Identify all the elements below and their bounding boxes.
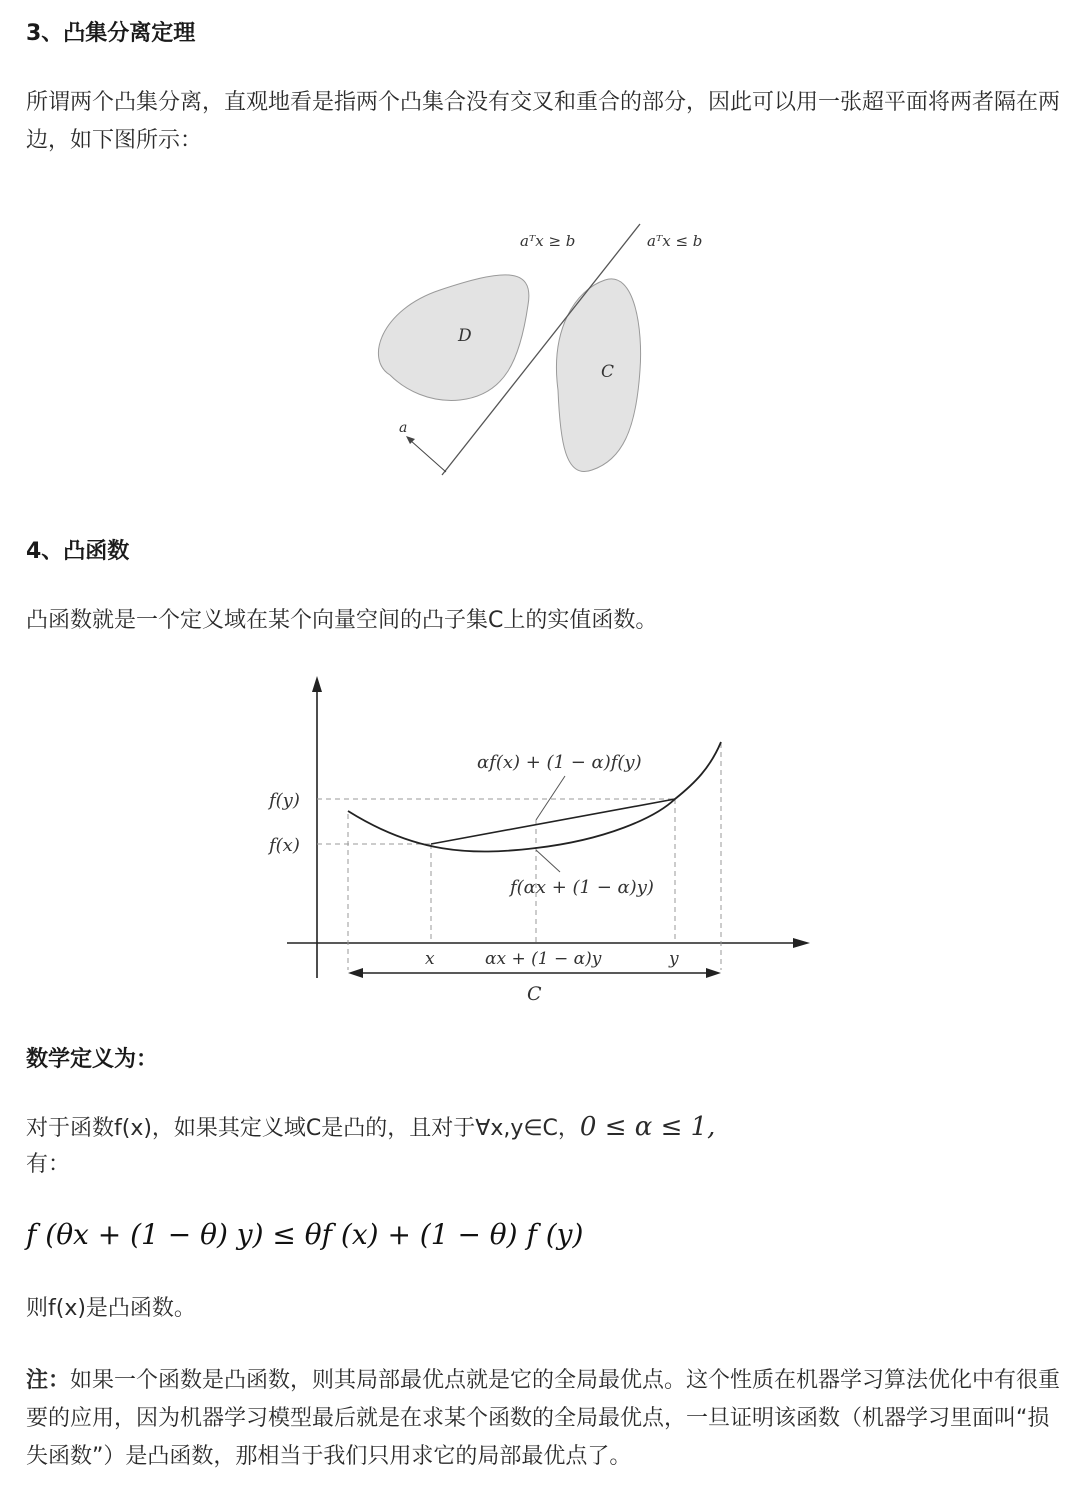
note-label: 注： (26, 1368, 71, 1393)
definition-conclusion: 则f(x)是凸函数。 (26, 1296, 196, 1321)
label-set-c: C (601, 362, 615, 382)
domain-arrow-left (348, 968, 363, 978)
tick-label-x: x (425, 949, 435, 969)
normal-vector-a (410, 440, 446, 472)
section-3-heading: 3、凸集分离定理 (26, 21, 196, 46)
chord-label-leader (536, 776, 565, 820)
x-axis-arrowhead (793, 938, 810, 948)
tick-label-y: y (669, 949, 679, 969)
alpha-range-math: 0 ≤ α ≤ 1, (579, 1112, 716, 1142)
set-c-shape (556, 279, 640, 472)
label-fy: f(y) (269, 790, 300, 811)
label-chord: αf(x) + (1 − α)f(y) (477, 752, 642, 773)
label-halfspace-left: aᵀx ≥ b (520, 232, 576, 250)
label-domain-c: C (527, 983, 542, 1005)
note-text: 如果一个函数是凸函数，则其局部最优点就是它的全局最优点。这个性质在机器学习算法优化中有很重要的应用，因为机器学习模型最后就是在求某个函数的全局最优点，一旦证明该函数（机器学习里面叫“损失函数”）是凸函数，那相当于我们只用求它的局部最优点了。 (26, 1368, 1061, 1469)
definition-line-1-text: 对于函数f(x)，如果其定义域C是凸的，且对于∀x,y∈C， (26, 1116, 580, 1141)
label-vector-a: a (399, 420, 408, 436)
label-set-d: D (458, 326, 472, 346)
y-axis-arrowhead (312, 676, 322, 692)
separating-hyperplane-figure (360, 210, 740, 490)
curve-label-leader (536, 850, 560, 872)
definition-line-1 (26, 1108, 715, 1148)
convex-function-figure (255, 668, 825, 1013)
section-3-paragraph: 所谓两个凸集分离，直观地看是指两个凸集合没有交叉和重合的部分，因此可以用一张超平面将两者隔在两边，如下图所示： (26, 90, 1061, 153)
definition-heading: 数学定义为： (26, 1047, 159, 1072)
note-paragraph (26, 1362, 1062, 1476)
convexity-inequality: f (θx + (1 − θ) y) ≤ θf (x) + (1 − θ) f (y) (26, 1218, 584, 1251)
label-halfspace-right: aᵀx ≤ b (647, 232, 703, 250)
set-d-shape (378, 275, 528, 401)
label-fx: f(x) (269, 835, 300, 856)
section-4-heading: 4、凸函数 (26, 539, 130, 564)
label-curve-point: f(αx + (1 − α)y) (510, 877, 654, 898)
section-4-paragraph: 凸函数就是一个定义域在某个向量空间的凸子集C上的实值函数。 (26, 608, 658, 633)
domain-arrow-right (706, 968, 721, 978)
tick-label-mid: αx + (1 − α)y (485, 949, 602, 969)
definition-line-2: 有： (26, 1152, 71, 1177)
